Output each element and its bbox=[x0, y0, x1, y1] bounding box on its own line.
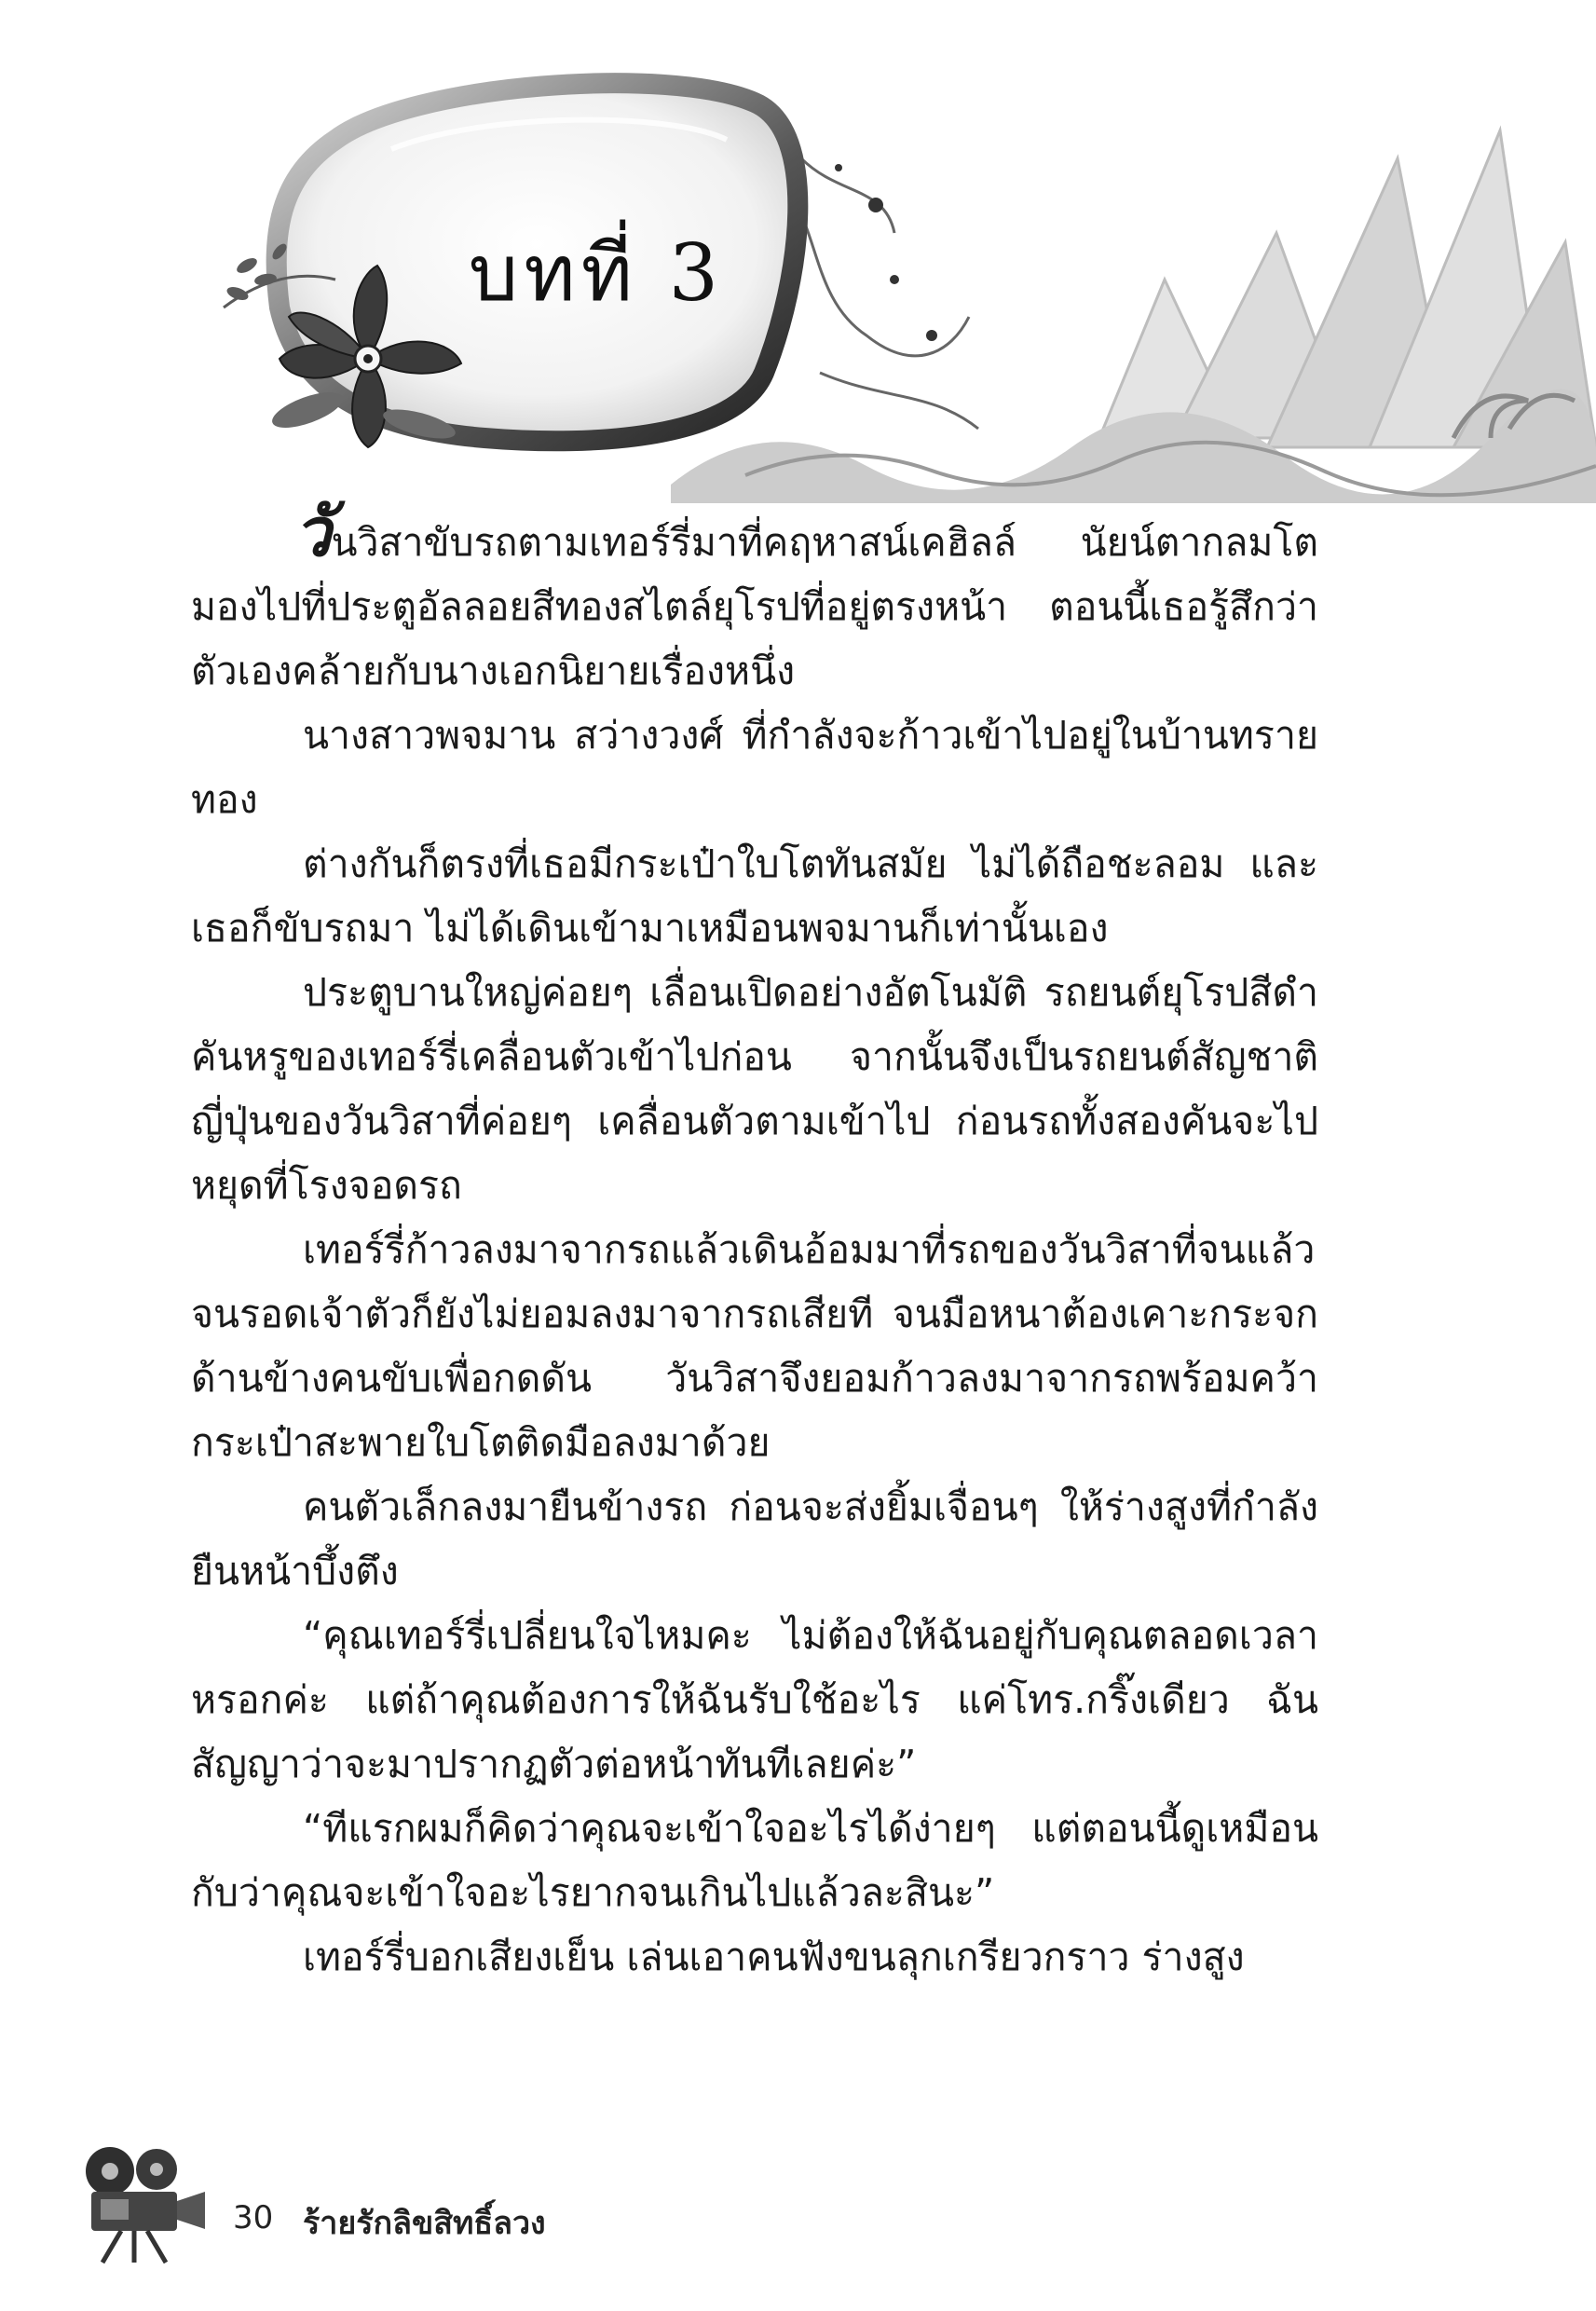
book-title: ร้ายรักลิขสิทธิ์ลวง bbox=[303, 2205, 546, 2242]
chapter-header-artwork bbox=[0, 0, 1596, 503]
page-footer bbox=[75, 2143, 727, 2264]
page-number: 30 bbox=[233, 2199, 274, 2236]
paragraph bbox=[191, 492, 1318, 704]
drop-cap: วั bbox=[293, 492, 332, 571]
paragraph: คนตัวเล็กลงมายืนข้างรถ ก่อนจะส่งยิ้มเจื่อนๆ ให้ร่างสูงที่กำลังยืนหน้าบึ้งตึง bbox=[191, 1484, 1318, 1593]
paragraph-text: นวิสาขับรถตามเทอร์รี่มาที่คฤหาสน์เคฮิลล์ นัยน์ตากลมโตมองไปที่ประตูอัลลอยสีทองสไตล์ยุโรปที่อยู่ตรงหน้า ตอนนี้เธอรู้สึกว่าตัวเองคล้ายกับนางเอกนิยายเรื่องหนึ่ง bbox=[191, 520, 1318, 693]
movie-camera-icon bbox=[75, 2143, 214, 2264]
paragraph: “คุณเทอร์รี่เปลี่ยนใจไหมคะ ไม่ต้องให้ฉันอยู่กับคุณตลอดเวลาหรอกค่ะ แต่ถ้าคุณต้องการให้ฉันรับใช้อะไร แค่โทร.กริ๊งเดียว ฉันสัญญาว่าจะมาปรากฏตัวต่อหน้าทันทีเลยค่ะ” bbox=[191, 1613, 1318, 1786]
chapter-title: บทที่ 3 bbox=[468, 227, 725, 319]
paragraph: เทอร์รี่ก้าวลงมาจากรถแล้วเดินอ้อมมาที่รถของวันวิสาที่จนแล้วจนรอดเจ้าตัวก็ยังไม่ยอมลงมาจากรถเสียที จนมือหนาต้องเคาะกระจกด้านข้างคนขับเพื่อกดดัน วันวิสาจึงยอมก้าวลงมาจากรถพร้อมคว้ากระเป๋าสะพายใบโตติดมือลงมาด้วย bbox=[191, 1227, 1318, 1465]
paragraph: เทอร์รี่บอกเสียงเย็น เล่นเอาคนฟังขนลุกเกรียวกราว ร่างสูง bbox=[303, 1935, 1245, 1979]
paragraph: ต่างกันก็ตรงที่เธอมีกระเป๋าใบโตทันสมัย ไม่ได้ถือชะลอม และเธอก็ขับรถมา ไม่ได้เดินเข้ามาเหมือนพจมานก็เท่านั้นเอง bbox=[191, 841, 1318, 950]
paragraph: “ทีแรกผมก็คิดว่าคุณจะเข้าใจอะไรได้ง่ายๆ แต่ตอนนี้ดูเหมือนกับว่าคุณจะเข้าใจอะไรยากจนเกินไปแล้วละสินะ” bbox=[191, 1806, 1318, 1915]
chapter-body bbox=[191, 492, 1318, 1990]
paragraph: นางสาวพจมาน สว่างวงศ์ ที่กำลังจะก้าวเข้าไปอยู่ในบ้านทรายทอง bbox=[191, 713, 1318, 822]
paragraph: ประตูบานใหญ่ค่อยๆ เลื่อนเปิดอย่างอัตโนมัติ รถยนต์ยุโรปสีดำคันหรูของเทอร์รี่เคลื่อนตัวเข้าไปก่อน จากนั้นจึงเป็นรถยนต์สัญชาติญี่ปุ่นของวันวิสาที่ค่อยๆ เคลื่อนตัวตามเข้าไป ก่อนรถทั้งสองคันจะไปหยุดที่โรงจอดรถ bbox=[191, 970, 1318, 1208]
